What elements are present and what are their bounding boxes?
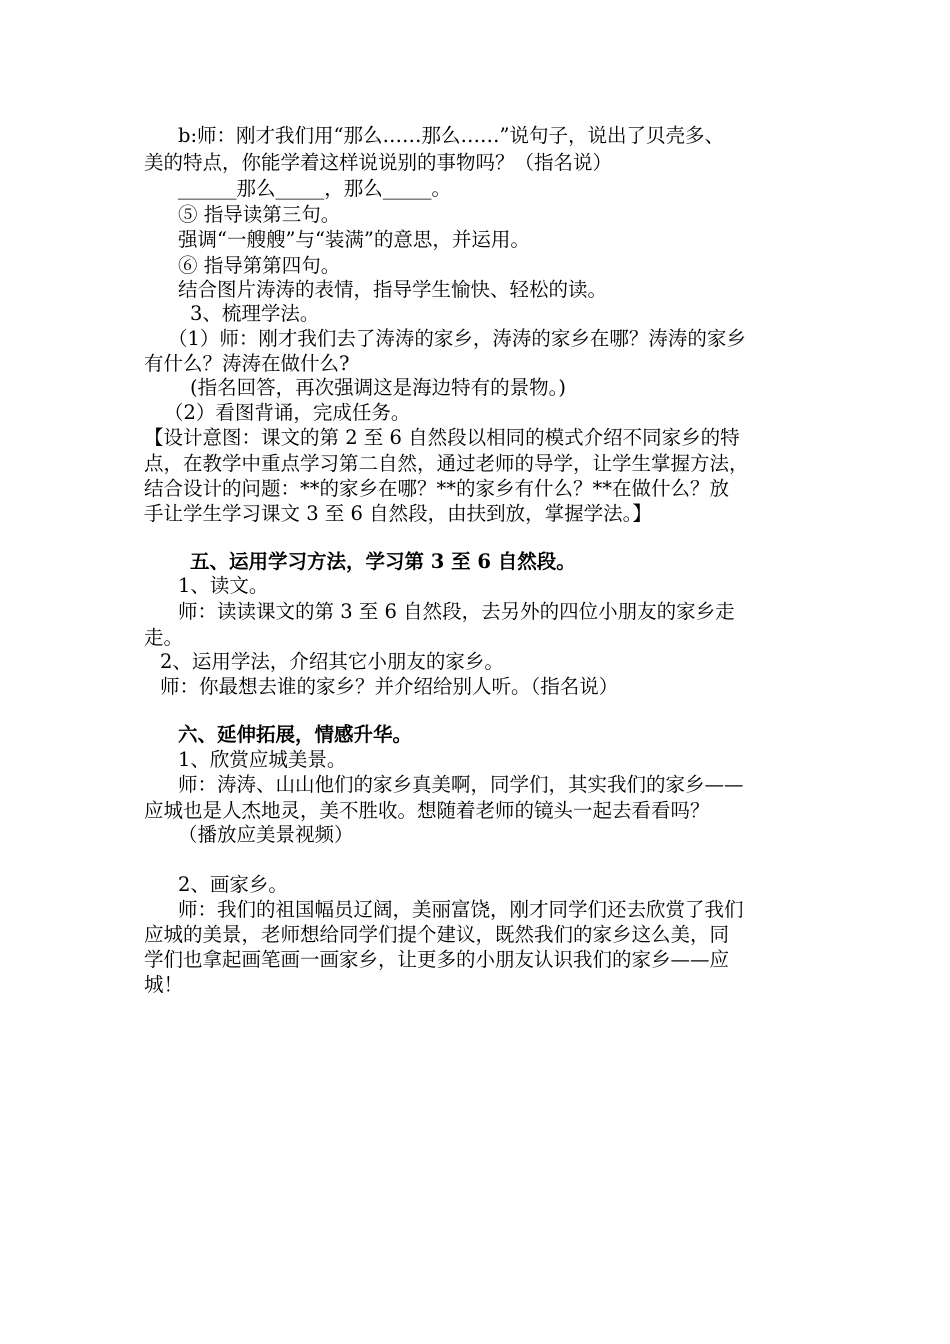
text-line: 师：你最想去谁的家乡？并介绍给别人听。（指名说） [160,675,619,698]
text-line: 美的特点，你能学着这样说说别的事物吗？（指名说） [144,151,613,174]
text-line: 应城也是人杰地灵，美不胜收。想随着老师的镜头一起去看看吗？ [144,799,710,822]
design-intent-line: 手让学生学习课文 3 至 6 自然段，由扶到放，掌握学法。】 [144,502,652,525]
design-intent-line: 结合设计的问题：**的家乡在哪？**的家乡有什么？**在做什么？放 [144,477,730,500]
text-line: 城！ [144,973,184,996]
text-line: 3、梳理学法。 [190,302,320,325]
text-line: 应城的美景，老师想给同学们提个建议，既然我们的家乡这么美，同 [144,923,730,946]
section-heading: 六、延伸拓展，情感升华。 [178,723,413,746]
text-line: 有什么？涛涛在做什么? [144,352,350,375]
design-intent-line: 【设计意图：课文的第 2 至 6 自然段以相同的模式介绍不同家乡的特 [144,426,740,449]
text-line: 师：我们的祖国幅员辽阔，美丽富饶，刚才同学们还去欣赏了我们 [178,898,744,921]
fill-in-blank-line: ______那么_____，那么_____。 [178,177,452,200]
text-line: 师：读读课文的第 3 至 6 自然段，去另外的四位小朋友的家乡走 [178,600,735,623]
text-line: （播放应美景视频） [178,823,354,846]
text-line: ⑥ 指导第第四句。 [178,254,341,277]
text-line: 走。 [144,626,184,649]
text-line: 结合图片涛涛的表情，指导学生愉快、轻松的读。 [178,278,608,301]
text-line: (指名回答，再次强调这是海边特有的景物。) [190,376,566,399]
text-line: 师：涛涛、山山他们的家乡真美啊，同学们，其实我们的家乡—— [178,773,744,796]
design-intent-line: 点，在教学中重点学习第二自然，通过老师的导学，让学生掌握方法， [144,452,749,475]
section-heading: 五、运用学习方法，学习第 3 至 6 自然段。 [190,550,576,573]
text-line: 2、运用学法，介绍其它小朋友的家乡。 [160,650,504,673]
text-line: （1）师：刚才我们去了涛涛的家乡，涛涛的家乡在哪？涛涛的家乡 [168,327,746,350]
text-line: 1、读文。 [178,574,269,597]
text-line: ⑤ 指导读第三句。 [178,203,341,226]
text-line: b:师：刚才我们用“那么……那么……”说句子，说出了贝壳多、 [178,124,724,147]
text-line: （2）看图背诵，完成任务。 [164,401,411,424]
text-line: 2、画家乡。 [178,873,288,896]
text-line: 1、欣赏应城美景。 [178,748,347,771]
text-line: 强调“一艘艘”与“装满”的意思，并运用。 [178,228,530,251]
text-line: 学们也拿起画笔画一画家乡，让更多的小朋友认识我们的家乡——应 [144,948,730,971]
